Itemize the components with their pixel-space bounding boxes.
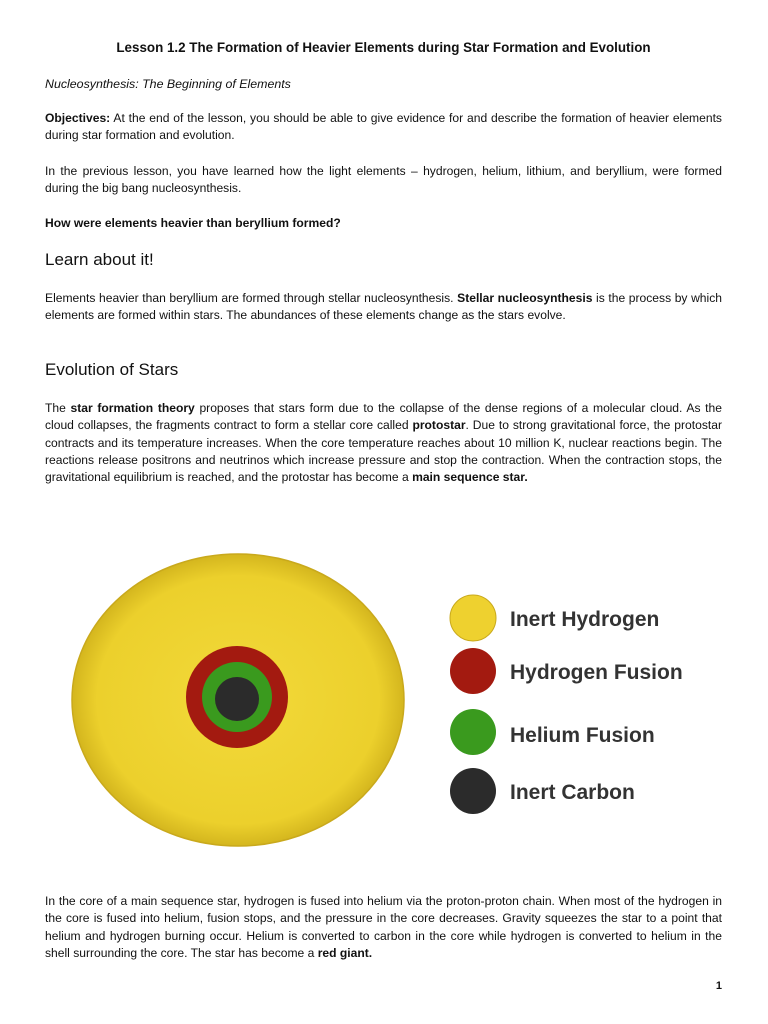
legend-swatch-hydrogen-fusion [450, 648, 496, 694]
evolution-paragraph [45, 400, 722, 486]
evolution-text-2: proposes that stars form due to the collapse of the dense regions of a molecular cloud. As the cloud collapses, the fragments contract to form a stellar core called [45, 401, 722, 433]
learn-text-1: Elements heavier than beryllium are formed through stellar nucleosynthesis. [45, 291, 458, 305]
core-paragraph [45, 893, 722, 962]
legend-label-inert-carbon: Inert Carbon [510, 781, 635, 804]
learn-heading: Learn about it! [45, 250, 154, 269]
inert-carbon-core [215, 677, 259, 721]
guiding-question: How were elements heavier than beryllium formed? [45, 216, 341, 230]
objectives-text: At the end of the lesson, you should be able to give evidence for and describe the formation of heavier elements during star formation and evolution. [45, 111, 722, 143]
legend-swatch-inert-hydrogen [450, 595, 496, 641]
previous-lesson-paragraph: In the previous lesson, you have learned how the light elements – hydrogen, helium, lithium, and beryllium, were formed during the big bang nucleosynthesis. [45, 164, 722, 196]
legend-swatch-helium-fusion [450, 709, 496, 755]
learn-text-2: is the process by which elements are formed within stars. The abundances of these elements change as the stars evolve. [45, 291, 722, 323]
evolution-bold-1: star formation theory [70, 401, 195, 415]
legend-label-inert-hydrogen: Inert Hydrogen [510, 608, 660, 631]
evolution-text-3: . Due to strong gravitational force, the protostar contracts and its temperature increases. When the core temperature reaches about 10 million K, nuclear reactions begin. The reactions release positrons and neutrinos which increase pressure and stop the contraction. When the contraction stops, the gravitational equilibrium is reached, and the protostar has become a [45, 418, 722, 485]
legend-swatch-inert-carbon [450, 768, 496, 814]
core-text-1: In the core of a main sequence star, hydrogen is fused into helium via the proton-proton chain. When most of the hydrogen in the core is fused into helium, fusion stops, and the pressure in the core decreases. Gravity squeezes the star to a point that helium and hydrogen burning occur. Helium is converted to carbon in the core while hydrogen is converted to helium in the shell surrounding the core. The star has become a [45, 894, 722, 960]
evolution-heading: Evolution of Stars [45, 360, 179, 379]
page-title: Lesson 1.2 The Formation of Heavier Elements during Star Formation and Evolution [116, 40, 651, 55]
evolution-bold-3: main sequence star. [412, 470, 528, 485]
legend [450, 595, 683, 814]
star-layers-diagram [60, 545, 720, 865]
legend-label-helium-fusion: Helium Fusion [510, 724, 655, 747]
evolution-bold-2: protostar [412, 418, 466, 433]
evolution-text-1: The [45, 401, 71, 415]
legend-label-hydrogen-fusion: Hydrogen Fusion [510, 661, 683, 684]
objectives-paragraph [45, 110, 722, 145]
page-number: 1 [715, 980, 722, 992]
learn-bold-1: Stellar nucleosynthesis [457, 291, 593, 305]
page-subtitle: Nucleosynthesis: The Beginning of Elements [45, 77, 291, 91]
core-bold-1: red giant. [317, 945, 373, 960]
objectives-label: Objectives: [45, 111, 111, 125]
learn-paragraph [45, 290, 722, 325]
